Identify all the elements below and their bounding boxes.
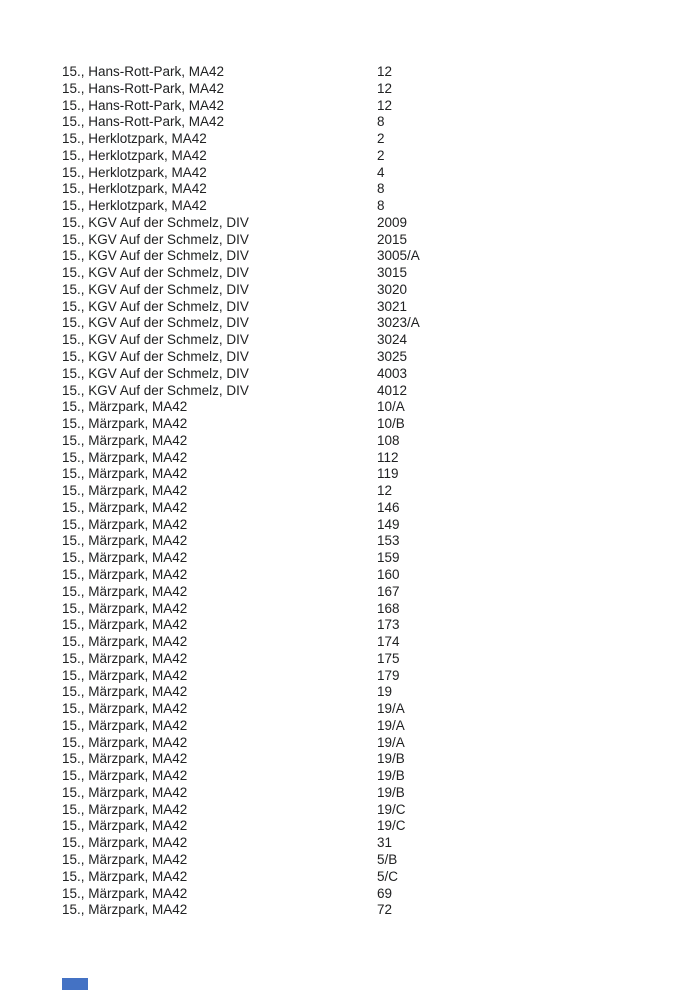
location-cell: 15., Märzpark, MA42 [62,868,188,884]
location-cell: 15., Herklotzpark, MA42 [62,131,207,147]
table-row [0,869,700,886]
location-cell: 15., KGV Auf der Schmelz, DIV [62,315,249,331]
table-row [0,802,700,819]
number-cell: 3021 [377,298,408,314]
location-cell: 15., KGV Auf der Schmelz, DIV [62,281,249,297]
table-row [0,232,700,249]
location-cell: 15., Märzpark, MA42 [62,801,188,817]
table-row [0,550,700,567]
number-cell: 159 [377,550,400,566]
location-cell: 15., Märzpark, MA42 [62,784,188,800]
number-cell: 10/A [377,399,405,415]
location-cell: 15., Märzpark, MA42 [62,717,188,733]
number-cell: 3005/A [377,248,420,264]
table-row [0,265,700,282]
table-row [0,735,700,752]
number-cell: 3023/A [377,315,420,331]
table-row [0,684,700,701]
table-row [0,131,700,148]
table-row [0,500,700,517]
location-cell: 15., Märzpark, MA42 [62,533,188,549]
number-cell: 167 [377,583,400,599]
location-cell: 15., Märzpark, MA42 [62,600,188,616]
table-row [0,651,700,668]
table-row [0,148,700,165]
table-row [0,315,700,332]
location-cell: 15., KGV Auf der Schmelz, DIV [62,214,249,230]
facility-list [0,64,700,919]
location-cell: 15., Herklotzpark, MA42 [62,164,207,180]
location-cell: 15., Hans-Rott-Park, MA42 [62,114,225,130]
table-row [0,198,700,215]
table-row [0,282,700,299]
number-cell: 19 [377,684,393,700]
number-cell: 3020 [377,281,408,297]
number-cell: 160 [377,566,400,582]
table-row [0,466,700,483]
location-cell: 15., KGV Auf der Schmelz, DIV [62,332,249,348]
location-cell: 15., Märzpark, MA42 [62,617,188,633]
location-cell: 15., Herklotzpark, MA42 [62,181,207,197]
location-cell: 15., Märzpark, MA42 [62,835,188,851]
number-cell: 4012 [377,382,408,398]
table-row [0,517,700,534]
location-cell: 15., Märzpark, MA42 [62,751,188,767]
location-cell: 15., Märzpark, MA42 [62,550,188,566]
table-row [0,751,700,768]
table-row [0,215,700,232]
table-row [0,248,700,265]
number-cell: 19/C [377,801,406,817]
table-row [0,701,700,718]
number-cell: 19/A [377,717,405,733]
number-cell: 149 [377,516,400,532]
number-cell: 2 [377,147,385,163]
location-cell: 15., Hans-Rott-Park, MA42 [62,97,225,113]
location-cell: 15., Märzpark, MA42 [62,583,188,599]
number-cell: 3015 [377,265,408,281]
number-cell: 19/A [377,701,405,717]
table-row [0,902,700,919]
table-row [0,165,700,182]
number-cell: 5/B [377,851,398,867]
table-row [0,366,700,383]
number-cell: 108 [377,432,400,448]
table-row [0,81,700,98]
location-cell: 15., Märzpark, MA42 [62,449,188,465]
table-row [0,584,700,601]
table-row [0,533,700,550]
number-cell: 12 [377,64,393,79]
location-cell: 15., Märzpark, MA42 [62,734,188,750]
table-row [0,852,700,869]
number-cell: 19/B [377,784,405,800]
table-row [0,349,700,366]
location-cell: 15., KGV Auf der Schmelz, DIV [62,349,249,365]
table-row [0,98,700,115]
table-row [0,433,700,450]
number-cell: 10/B [377,416,405,432]
number-cell: 175 [377,650,400,666]
location-cell: 15., Märzpark, MA42 [62,650,188,666]
location-cell: 15., Märzpark, MA42 [62,818,188,834]
location-cell: 15., Märzpark, MA42 [62,885,188,901]
table-row [0,483,700,500]
location-cell: 15., Herklotzpark, MA42 [62,147,207,163]
number-cell: 31 [377,835,393,851]
table-row [0,818,700,835]
number-cell: 8 [377,181,385,197]
number-cell: 8 [377,114,385,130]
partial-blue-element [62,978,88,990]
table-row [0,332,700,349]
location-cell: 15., Märzpark, MA42 [62,399,188,415]
number-cell: 69 [377,885,393,901]
number-cell: 19/C [377,818,406,834]
number-cell: 153 [377,533,400,549]
table-row [0,383,700,400]
number-cell: 173 [377,617,400,633]
location-cell: 15., Märzpark, MA42 [62,667,188,683]
location-cell: 15., KGV Auf der Schmelz, DIV [62,365,249,381]
number-cell: 19/B [377,768,405,784]
location-cell: 15., Hans-Rott-Park, MA42 [62,80,225,96]
number-cell: 12 [377,97,393,113]
table-row [0,668,700,685]
table-row [0,299,700,316]
table-row [0,181,700,198]
number-cell: 119 [377,466,399,482]
location-cell: 15., Märzpark, MA42 [62,432,188,448]
table-row [0,601,700,618]
location-cell: 15., KGV Auf der Schmelz, DIV [62,265,249,281]
table-row [0,768,700,785]
table-row [0,114,700,131]
number-cell: 72 [377,902,393,918]
table-row [0,399,700,416]
location-cell: 15., Herklotzpark, MA42 [62,198,207,214]
table-row [0,617,700,634]
location-cell: 15., Märzpark, MA42 [62,851,188,867]
number-cell: 2009 [377,214,408,230]
location-cell: 15., Märzpark, MA42 [62,701,188,717]
table-row [0,634,700,651]
location-cell: 15., Märzpark, MA42 [62,516,188,532]
number-cell: 3024 [377,332,408,348]
number-cell: 174 [377,634,400,650]
number-cell: 179 [377,667,400,683]
location-cell: 15., Märzpark, MA42 [62,768,188,784]
number-cell: 12 [377,483,393,499]
location-cell: 15., Märzpark, MA42 [62,483,188,499]
location-cell: 15., Märzpark, MA42 [62,684,188,700]
number-cell: 146 [377,499,400,515]
location-cell: 15., KGV Auf der Schmelz, DIV [62,298,249,314]
number-cell: 2 [377,131,385,147]
number-cell: 8 [377,198,385,214]
number-cell: 19/B [377,751,405,767]
location-cell: 15., Hans-Rott-Park, MA42 [62,64,225,79]
location-cell: 15., Märzpark, MA42 [62,902,188,918]
table-row [0,450,700,467]
location-cell: 15., Märzpark, MA42 [62,499,188,515]
location-cell: 15., KGV Auf der Schmelz, DIV [62,248,249,264]
number-cell: 12 [377,80,393,96]
table-row [0,785,700,802]
number-cell: 3025 [377,349,408,365]
location-cell: 15., KGV Auf der Schmelz, DIV [62,231,249,247]
table-row [0,64,700,81]
number-cell: 4 [377,164,385,180]
table-row [0,567,700,584]
table-row [0,835,700,852]
number-cell: 112 [377,449,399,465]
location-cell: 15., KGV Auf der Schmelz, DIV [62,382,249,398]
location-cell: 15., Märzpark, MA42 [62,466,188,482]
number-cell: 168 [377,600,400,616]
number-cell: 19/A [377,734,405,750]
location-cell: 15., Märzpark, MA42 [62,634,188,650]
number-cell: 5/C [377,868,399,884]
number-cell: 4003 [377,365,408,381]
table-row [0,416,700,433]
table-row [0,886,700,903]
location-cell: 15., Märzpark, MA42 [62,566,188,582]
location-cell: 15., Märzpark, MA42 [62,416,188,432]
table-row [0,718,700,735]
number-cell: 2015 [377,231,408,247]
